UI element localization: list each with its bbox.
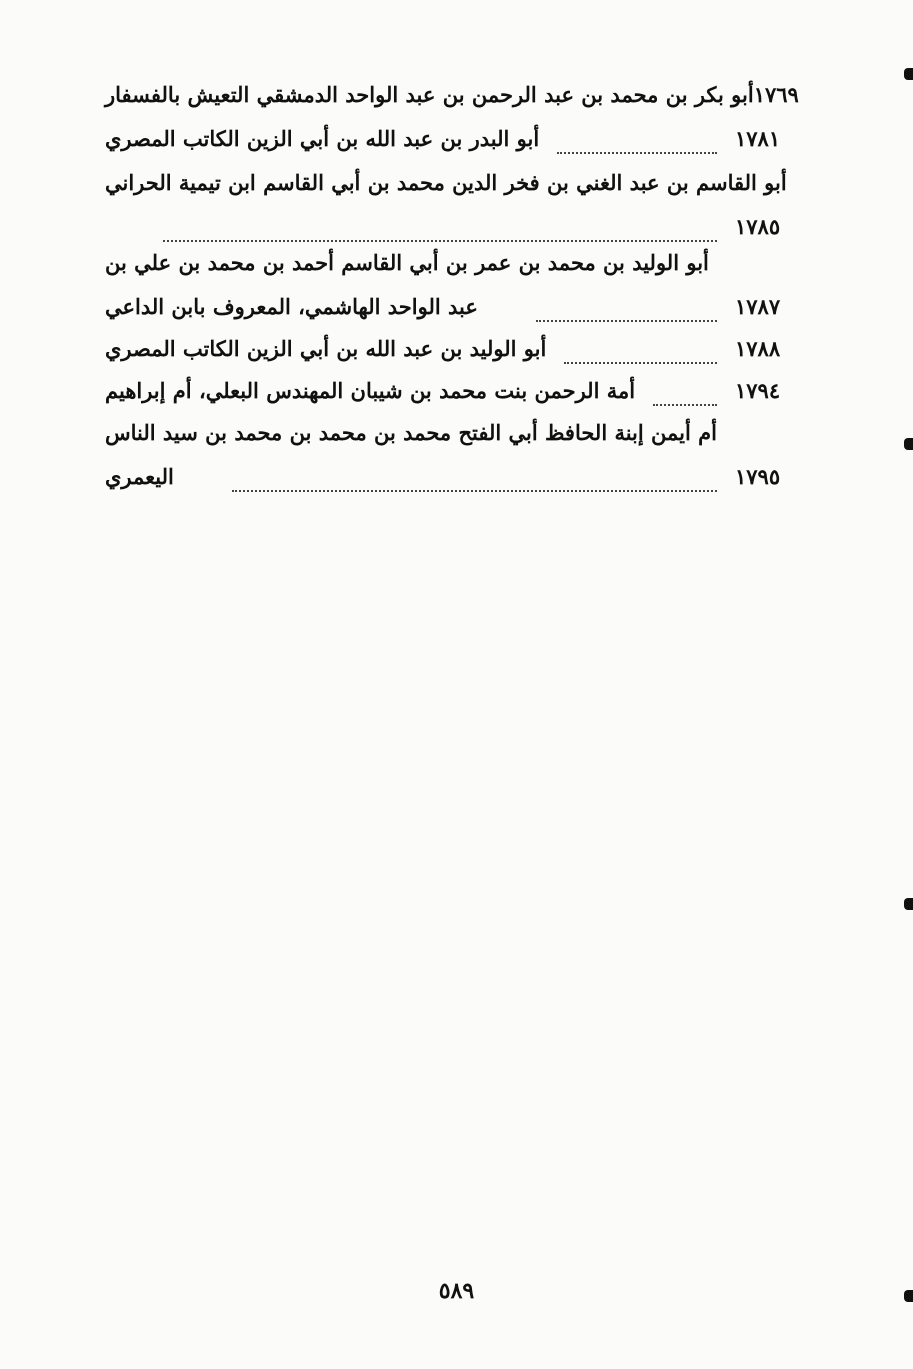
entry-line bbox=[105, 82, 805, 126]
scan-edge-mark bbox=[904, 68, 913, 80]
scan-edge-mark bbox=[904, 438, 913, 450]
entry-page-number: ١٧٨٨ bbox=[735, 336, 781, 361]
leader-dots bbox=[564, 361, 717, 364]
index-entry bbox=[105, 170, 805, 258]
entry-line bbox=[105, 420, 805, 464]
entry-page-number: ١٧٩٥ bbox=[735, 464, 781, 489]
index-entry bbox=[105, 250, 805, 338]
entry-name: أم أيمن إبنة الحافظ أبي الفتح محمد بن محمد بن محمد بن سيد الناس bbox=[105, 420, 718, 445]
leader-dots bbox=[232, 489, 717, 492]
entry-line bbox=[105, 170, 805, 214]
entry-line bbox=[105, 126, 805, 170]
entry-line bbox=[105, 464, 805, 508]
entry-name: أبو الوليد بن محمد بن عمر بن أبي القاسم أحمد بن محمد بن علي بن bbox=[105, 250, 709, 275]
entry-page-number: ١٧٦٩ bbox=[753, 82, 799, 107]
entry-page-number: ١٧٨١ bbox=[735, 126, 781, 151]
leader-dots bbox=[653, 403, 717, 406]
entry-name-continued: عبد الواحد الهاشمي، المعروف بابن الداعي bbox=[105, 294, 478, 319]
index-entry bbox=[105, 82, 805, 126]
entry-name: أبو الوليد بن عبد الله بن أبي الزين الكاتب المصري bbox=[105, 336, 547, 361]
index-entry bbox=[105, 336, 805, 380]
scan-edge-mark bbox=[904, 1290, 913, 1302]
entry-line bbox=[105, 250, 805, 294]
entry-name: أمة الرحمن بنت محمد بن شيبان المهندس البعلي، أم إبراهيم bbox=[105, 378, 636, 403]
entry-line bbox=[105, 294, 805, 338]
scan-edge-mark bbox=[904, 898, 913, 910]
leader-dots bbox=[536, 319, 717, 322]
entry-page-number: ١٧٨٧ bbox=[735, 294, 781, 319]
entry-line bbox=[105, 378, 805, 422]
entry-page-number: ١٧٩٤ bbox=[735, 378, 781, 403]
page-number: ٥٨٩ bbox=[438, 1278, 475, 1304]
entry-name-continued: اليعمري bbox=[105, 464, 174, 489]
leader-dots bbox=[557, 151, 717, 154]
entry-page-number: ١٧٨٥ bbox=[735, 214, 781, 239]
entry-name: أبو القاسم بن عبد الغني بن فخر الدين محمد بن أبي القاسم ابن تيمية الحراني bbox=[105, 170, 787, 195]
entry-name: أبو بكر بن محمد بن عبد الرحمن بن عبد الواحد الدمشقي التعيش بالفسفار bbox=[105, 82, 754, 107]
entry-name: أبو البدر بن عبد الله بن أبي الزين الكاتب المصري bbox=[105, 126, 540, 151]
entry-line bbox=[105, 336, 805, 380]
index-entry bbox=[105, 126, 805, 170]
index-entry bbox=[105, 420, 805, 508]
index-entry bbox=[105, 378, 805, 422]
leader-dots bbox=[163, 239, 717, 242]
